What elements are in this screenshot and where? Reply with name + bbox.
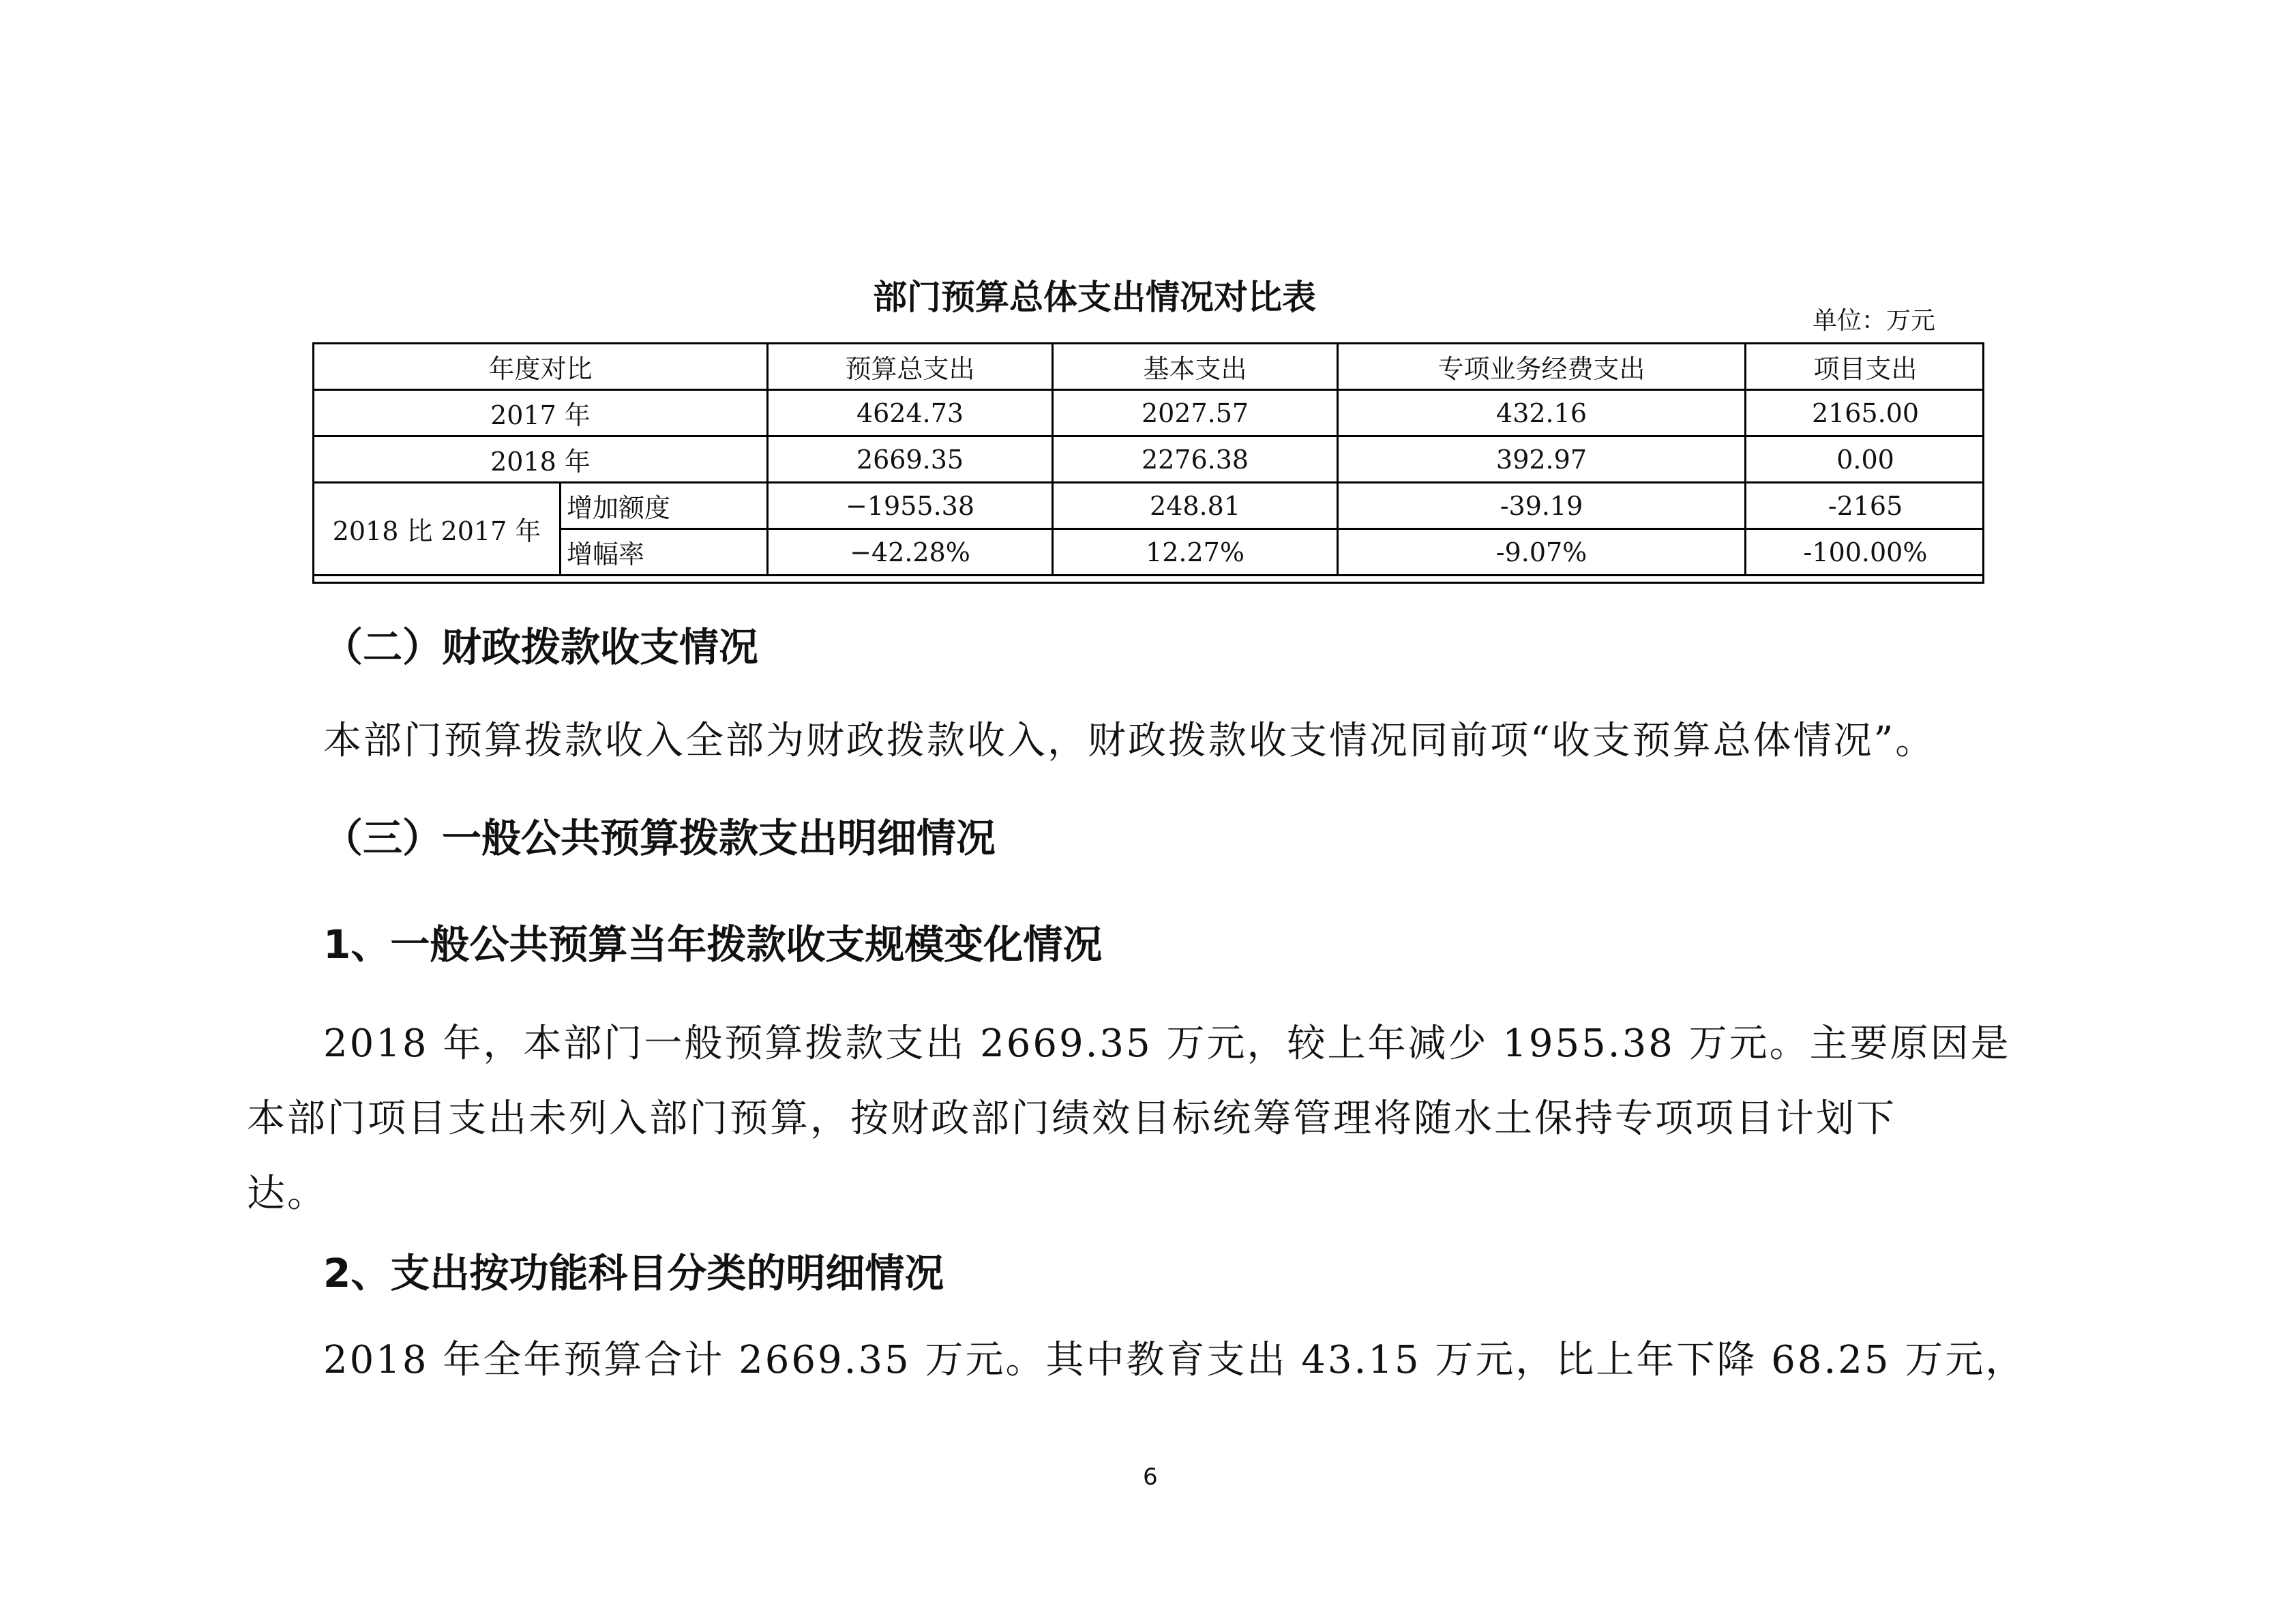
header-cell: 预算总支出 — [768, 344, 1053, 390]
table-cell: 12.27% — [1053, 529, 1338, 576]
table-row — [314, 483, 1985, 529]
table-cell: 248.81 — [1053, 483, 1338, 529]
table-row — [314, 390, 1985, 436]
header-cell: 年度对比 — [314, 344, 768, 390]
row-label: 增幅率 — [561, 529, 768, 576]
subsection-heading-2: 2、支出按功能科目分类的明细情况 — [323, 1250, 944, 1296]
table-cell: 432.16 — [1338, 390, 1746, 436]
table-cell: -100.00% — [1746, 529, 1984, 576]
table-title: 部门预算总体支出情况对比表 — [873, 278, 1316, 317]
table-header-row — [314, 344, 1985, 390]
subsection-heading-1: 1、一般公共预算当年拨款收支规模变化情况 — [323, 921, 1103, 968]
section-heading-2: （二）财政拨款收支情况 — [323, 624, 759, 670]
budget-table — [312, 342, 1984, 584]
table-cell: -9.07% — [1338, 529, 1746, 576]
section-2-paragraph: 本部门预算拨款收入全部为财政拨款收入，财政拨款收支情况同前项“收支预算总体情况”。 — [323, 719, 1936, 763]
page-number: 6 — [1143, 1463, 1158, 1491]
table-row — [314, 436, 1985, 483]
table-cell: -39.19 — [1338, 483, 1746, 529]
table-cell: 392.97 — [1338, 436, 1746, 483]
subsection-1-paragraph-line-2: 本部门项目支出未列入部门预算，按财政部门绩效目标统筹管理将随水土保持专项项目计划下 — [247, 1097, 1896, 1141]
row-label: 2017 年 — [314, 390, 768, 436]
table-cell: 0.00 — [1746, 436, 1984, 483]
unit-label: 单位：万元 — [1813, 307, 1936, 335]
header-cell: 专项业务经费支出 — [1338, 344, 1746, 390]
subsection-2-paragraph: 2018 年全年预算合计 2669.35 万元。其中教育支出 43.15 万元，比上年下降 68.25 万元， — [323, 1338, 2026, 1382]
row-label: 增加额度 — [561, 483, 768, 529]
table-cell: 4624.73 — [768, 390, 1053, 436]
comparison-label: 2018 比 2017 年 — [314, 483, 561, 576]
table-cell: 2669.35 — [768, 436, 1053, 483]
table-cell: -2165 — [1746, 483, 1984, 529]
table-cell: 2027.57 — [1053, 390, 1338, 436]
subsection-1-paragraph-line-3: 达。 — [247, 1172, 327, 1216]
row-label: 2018 年 — [314, 436, 768, 483]
table-cell: −42.28% — [768, 529, 1053, 576]
table-cell: −1955.38 — [768, 483, 1053, 529]
subsection-1-paragraph-line-1: 2018 年，本部门一般预算拨款支出 2669.35 万元，较上年减少 1955.38 万元。主要原因是 — [323, 1022, 2011, 1066]
table-row — [314, 529, 1985, 576]
table-cell: 2165.00 — [1746, 390, 1984, 436]
table-cell: 2276.38 — [1053, 436, 1338, 483]
section-heading-3: （三）一般公共预算拨款支出明细情况 — [323, 815, 996, 861]
header-cell: 项目支出 — [1746, 344, 1984, 390]
header-cell: 基本支出 — [1053, 344, 1338, 390]
